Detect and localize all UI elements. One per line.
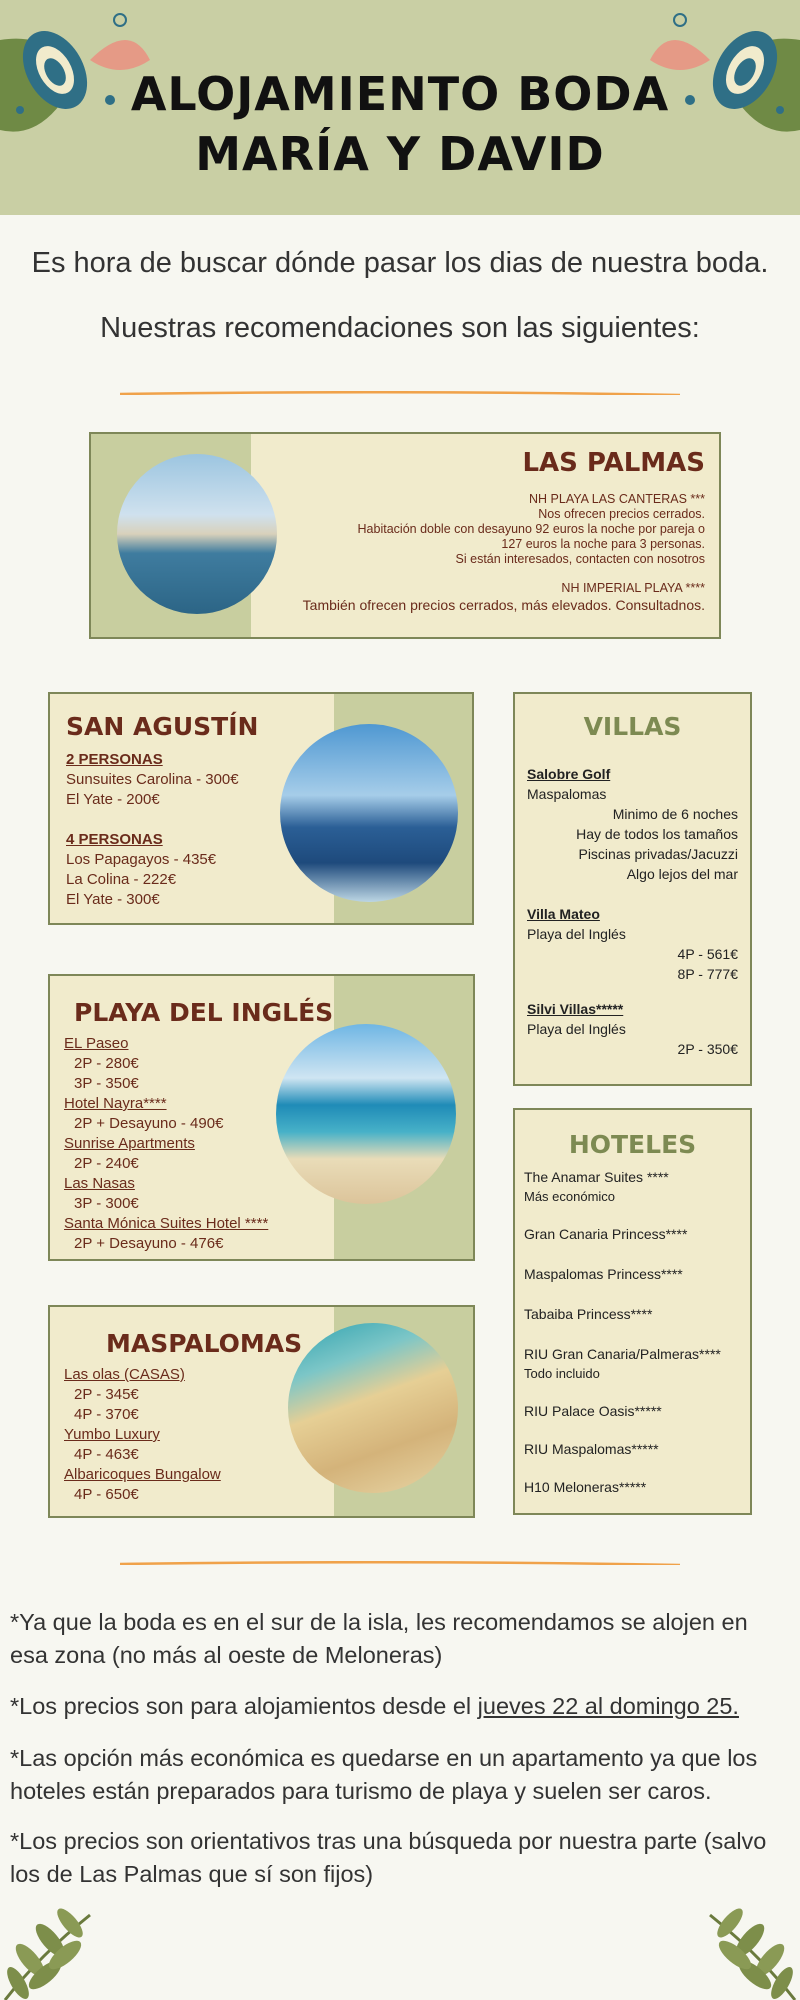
title-line-1: ALOJAMIENTO BODA — [130, 67, 670, 121]
title-line-2: MARÍA Y DAVID — [195, 127, 605, 181]
maspalomas-photo — [288, 1323, 458, 1493]
las-palmas-card — [89, 432, 721, 639]
page-title — [0, 64, 800, 184]
intro-line-2: Nuestras recomendaciones son las siguientes: — [100, 312, 700, 344]
leaf-branch-icon — [700, 1905, 800, 2000]
divider-bottom — [120, 1561, 680, 1565]
san-agustin-title: SAN AGUSTÍN — [66, 712, 259, 741]
note-3: *Las opción más económica es quedarse en un apartamento ya que los hoteles están preparados para turismo de playa y suelen ser caros. — [10, 1745, 758, 1804]
san-agustin-photo — [280, 724, 458, 902]
maspalomas-card — [48, 1305, 475, 1518]
villas-title: VILLAS — [583, 712, 682, 741]
playa-ingles-photo — [276, 1024, 456, 1204]
note-2: *Los precios son para alojamientos desde el jueves 22 al domingo 25. — [10, 1693, 739, 1719]
leaf-branch-icon — [0, 1905, 100, 2000]
las-palmas-text: NH PLAYA LAS CANTERAS *** Nos ofrecen precios cerrados. Habitación doble con desayuno 92 euros la noche por pareja o 127 euros la noche para 3 personas. Si están interesados, contacten con nosotros NH IMPERIAL PLAYA **** También ofrecen precios cerrados, más elevados. Consultadnos. — [302, 492, 705, 613]
san-agustin-text: 2 PERSONAS Sunsuites Carolina - 300€ El Yate - 200€ 4 PERSONAS Los Papagayos - 435€ La Colina - 222€ El Yate - 300€ — [66, 751, 239, 908]
maspalomas-text: Las olas (CASAS) 2P - 345€ 4P - 370€ Yumbo Luxury 4P - 463€ Albaricoques Bungalow 4P - 650€ — [64, 1366, 221, 1503]
maspalomas-title: MASPALOMAS — [106, 1329, 303, 1358]
playa-ingles-card — [48, 974, 475, 1261]
playa-ingles-title: PLAYA DEL INGLÉS — [74, 998, 334, 1027]
playa-ingles-text: EL Paseo 2P - 280€ 3P - 350€ Hotel Nayra**** 2P + Desayuno - 490€ Sunrise Apartments 2P - 240€ Las Nasas 3P - 300€ Santa Mónica Suites Hotel **** 2P + Desayuno - 476€ — [64, 1035, 269, 1252]
hoteles-card — [513, 1108, 752, 1515]
hoteles-title: HOTELES — [568, 1130, 697, 1159]
note-4: *Los precios son orientativos tras una búsqueda por nuestra parte (salvo los de Las Palmas que sí son fijos) — [10, 1828, 767, 1887]
san-agustin-card — [48, 692, 474, 925]
divider-top — [120, 391, 680, 395]
villas-card — [513, 692, 752, 1086]
las-palmas-title: LAS PALMAS — [522, 448, 705, 478]
villas-text: Salobre Golf Maspalomas Minimo de 6 noches Hay de todos los tamaños Piscinas privadas/Jacuzzi Algo lejos del mar Villa Mateo Playa del Inglés 4P - 561€ 8P - 777€ Silvi Villas***** Playa del Inglés 2P - 350€ — [527, 766, 738, 1057]
las-palmas-photo — [117, 454, 277, 614]
hoteles-list: The Anamar Suites **** Más económico Gran Canaria Princess**** Maspalomas Princess**** Tabaiba Princess**** RIU Gran Canaria/Palmeras**** Todo incluido RIU Palace Oasis***** RIU Maspalomas***** H10 Meloneras***** — [524, 1169, 721, 1495]
intro-line-1: Es hora de buscar dónde pasar los dias de nuestra boda. — [31, 247, 769, 279]
note-1: *Ya que la boda es en el sur de la isla, les recomendamos se alojen en esa zona (no más al oeste de Meloneras) — [10, 1609, 748, 1668]
